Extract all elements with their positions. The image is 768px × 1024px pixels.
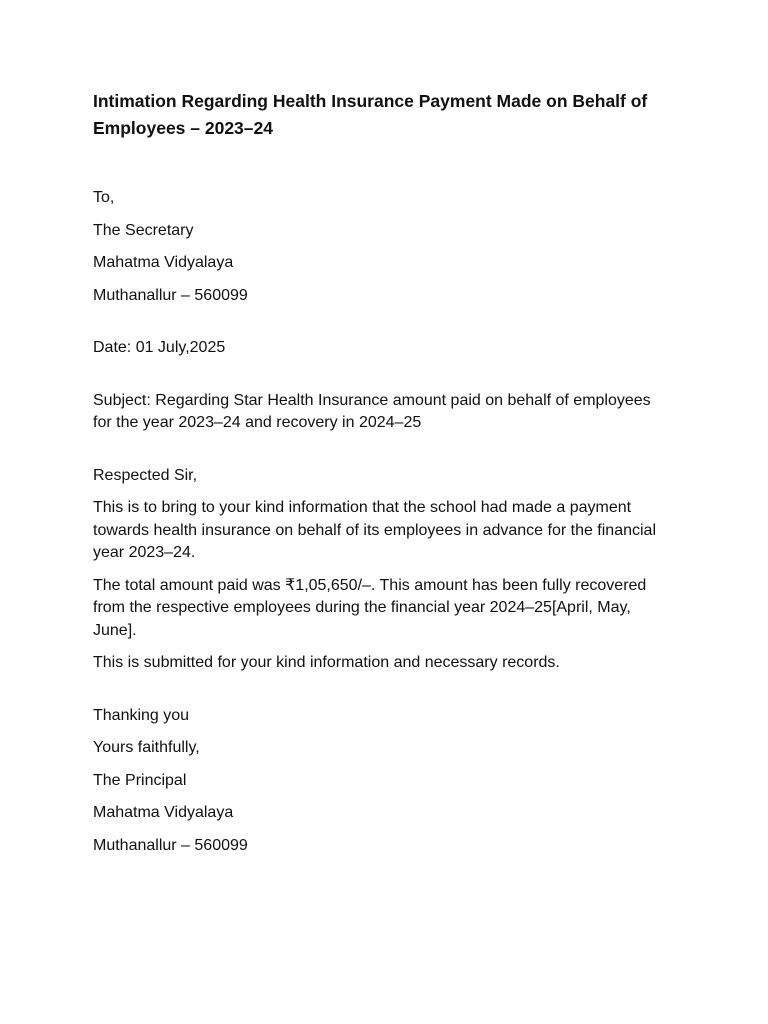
document-title: Intimation Regarding Health Insurance Payment Made on Behalf of Employees – 2023–24	[93, 91, 648, 138]
closing-sign-off: Yours faithfully,	[93, 739, 200, 756]
recipient-to: To,	[93, 189, 115, 206]
recipient-address: Muthanallur – 560099	[93, 286, 248, 304]
body-paragraph-3: This is submitted for your kind information and necessary records.	[93, 654, 560, 671]
letter-subject: Subject: Regarding Star Health Insurance amount paid on behalf of employees for the year 2023–24 and recovery in 2024–25	[93, 391, 651, 431]
recipient-designation: The Secretary	[93, 221, 194, 239]
signatory-institution: Mahatma Vidyalaya	[93, 804, 234, 821]
spacer	[93, 317, 672, 337]
spacer	[93, 370, 672, 390]
salutation: Respected Sir,	[93, 466, 198, 484]
spacer	[93, 685, 672, 705]
recipient-institution: Mahatma Vidyalaya	[93, 254, 234, 271]
body-paragraph-1: This is to bring to your kind information that the school had made a payment towards health insurance on behalf of its employees in advance for the financial year 2023–24.	[93, 499, 657, 561]
letter-body	[93, 465, 672, 675]
signatory-designation: The Principal	[93, 771, 187, 789]
signatory-address: Muthanallur – 560099	[93, 836, 248, 854]
spacer	[93, 142, 672, 187]
body-paragraph-2: The total amount paid was ₹1,05,650/–. This amount has been fully recovered from the respective employees during the financial year 2024–25[April, May, June].	[93, 576, 647, 639]
closing-block	[93, 705, 672, 858]
closing-thanks: Thanking you	[93, 706, 190, 724]
letter-date: Date: 01 July,2025	[93, 339, 226, 356]
subject-block	[93, 390, 672, 435]
spacer	[93, 445, 672, 465]
recipient-block	[93, 187, 672, 307]
date-block	[93, 337, 672, 360]
